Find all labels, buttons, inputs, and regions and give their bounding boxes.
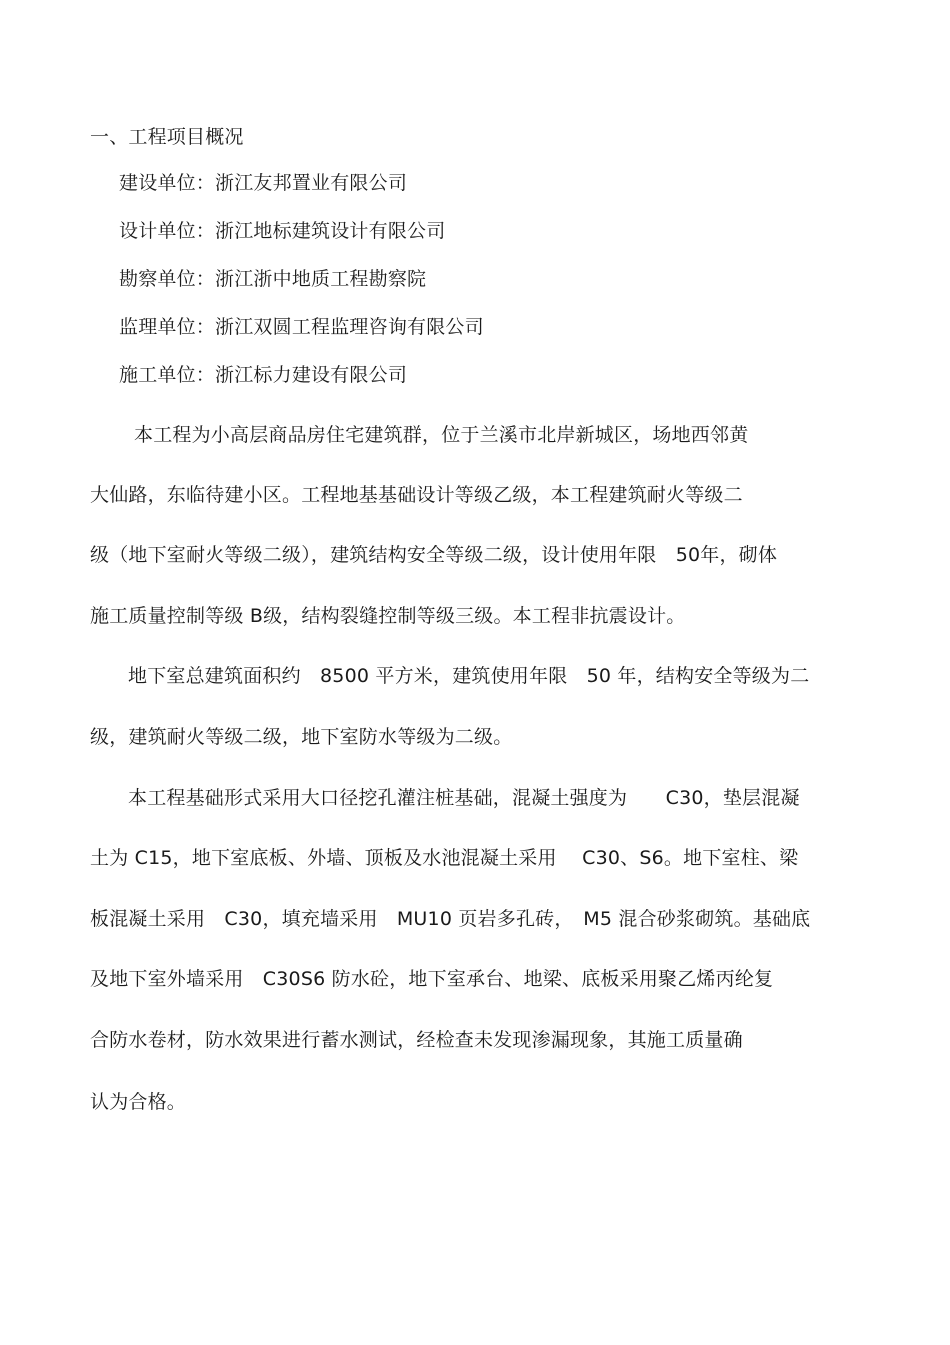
paragraph3-line: 合防水卷材，防水效果进行蓄水测试，经检查未发现渗漏现象，其施工质量确 <box>90 1029 743 1051</box>
paragraph3-line: 本工程基础形式采用大口径挖孔灌注桩基础，混凝土强度为 C30，垫层混凝 <box>128 787 800 809</box>
party-label: 监理单位： <box>119 316 216 338</box>
party-line-contractor <box>119 363 407 387</box>
paragraph3-line: 及地下室外墙采用 C30S6 防水砼，地下室承台、地梁、底板采用聚乙烯丙纶复 <box>90 968 774 990</box>
paragraph1-line: 施工质量控制等级 B级，结构裂缝控制等级三级。本工程非抗震设计。 <box>90 605 686 627</box>
section-heading: 一、工程项目概况 <box>90 126 244 148</box>
party-label: 设计单位： <box>119 220 216 242</box>
party-value: 浙江双圆工程监理咨询有限公司 <box>215 316 484 338</box>
party-label: 勘察单位： <box>119 268 216 290</box>
party-line-supervision <box>119 315 484 339</box>
paragraph3-line: 板混凝土采用 C30，填充墙采用 MU10 页岩多孔砖， M5 混合砂浆砌筑。基础底 <box>90 908 811 930</box>
paragraph2-line: 地下室总建筑面积约 8500 平方米，建筑使用年限 50 年，结构安全等级为二 <box>128 665 810 687</box>
party-label: 施工单位： <box>119 364 216 386</box>
paragraph1-line: 级（地下室耐火等级二级），建筑结构安全等级二级，设计使用年限 50年，砌体 <box>90 544 778 566</box>
paragraph3-line: 土为 C15，地下室底板、外墙、顶板及水池混凝土采用 C30、S6。地下室柱、梁 <box>90 847 799 869</box>
paragraph1-line: 大仙路，东临待建小区。工程地基基础设计等级乙级，本工程建筑耐火等级二 <box>90 484 743 506</box>
paragraph2-line: 级，建筑耐火等级二级，地下室防水等级为二级。 <box>90 726 513 748</box>
party-value: 浙江浙中地质工程勘察院 <box>215 268 427 290</box>
party-value: 浙江友邦置业有限公司 <box>215 172 408 194</box>
party-line-design <box>119 219 445 243</box>
party-label: 建设单位： <box>119 172 216 194</box>
party-value: 浙江地标建筑设计有限公司 <box>215 220 446 242</box>
paragraph3-line: 认为合格。 <box>90 1091 187 1113</box>
paragraph1-line: 本工程为小高层商品房住宅建筑群，位于兰溪市北岸新城区，场地西邻黄 <box>134 424 749 446</box>
party-line-construction <box>119 171 407 195</box>
party-line-survey <box>119 267 426 291</box>
party-value: 浙江标力建设有限公司 <box>215 364 408 386</box>
